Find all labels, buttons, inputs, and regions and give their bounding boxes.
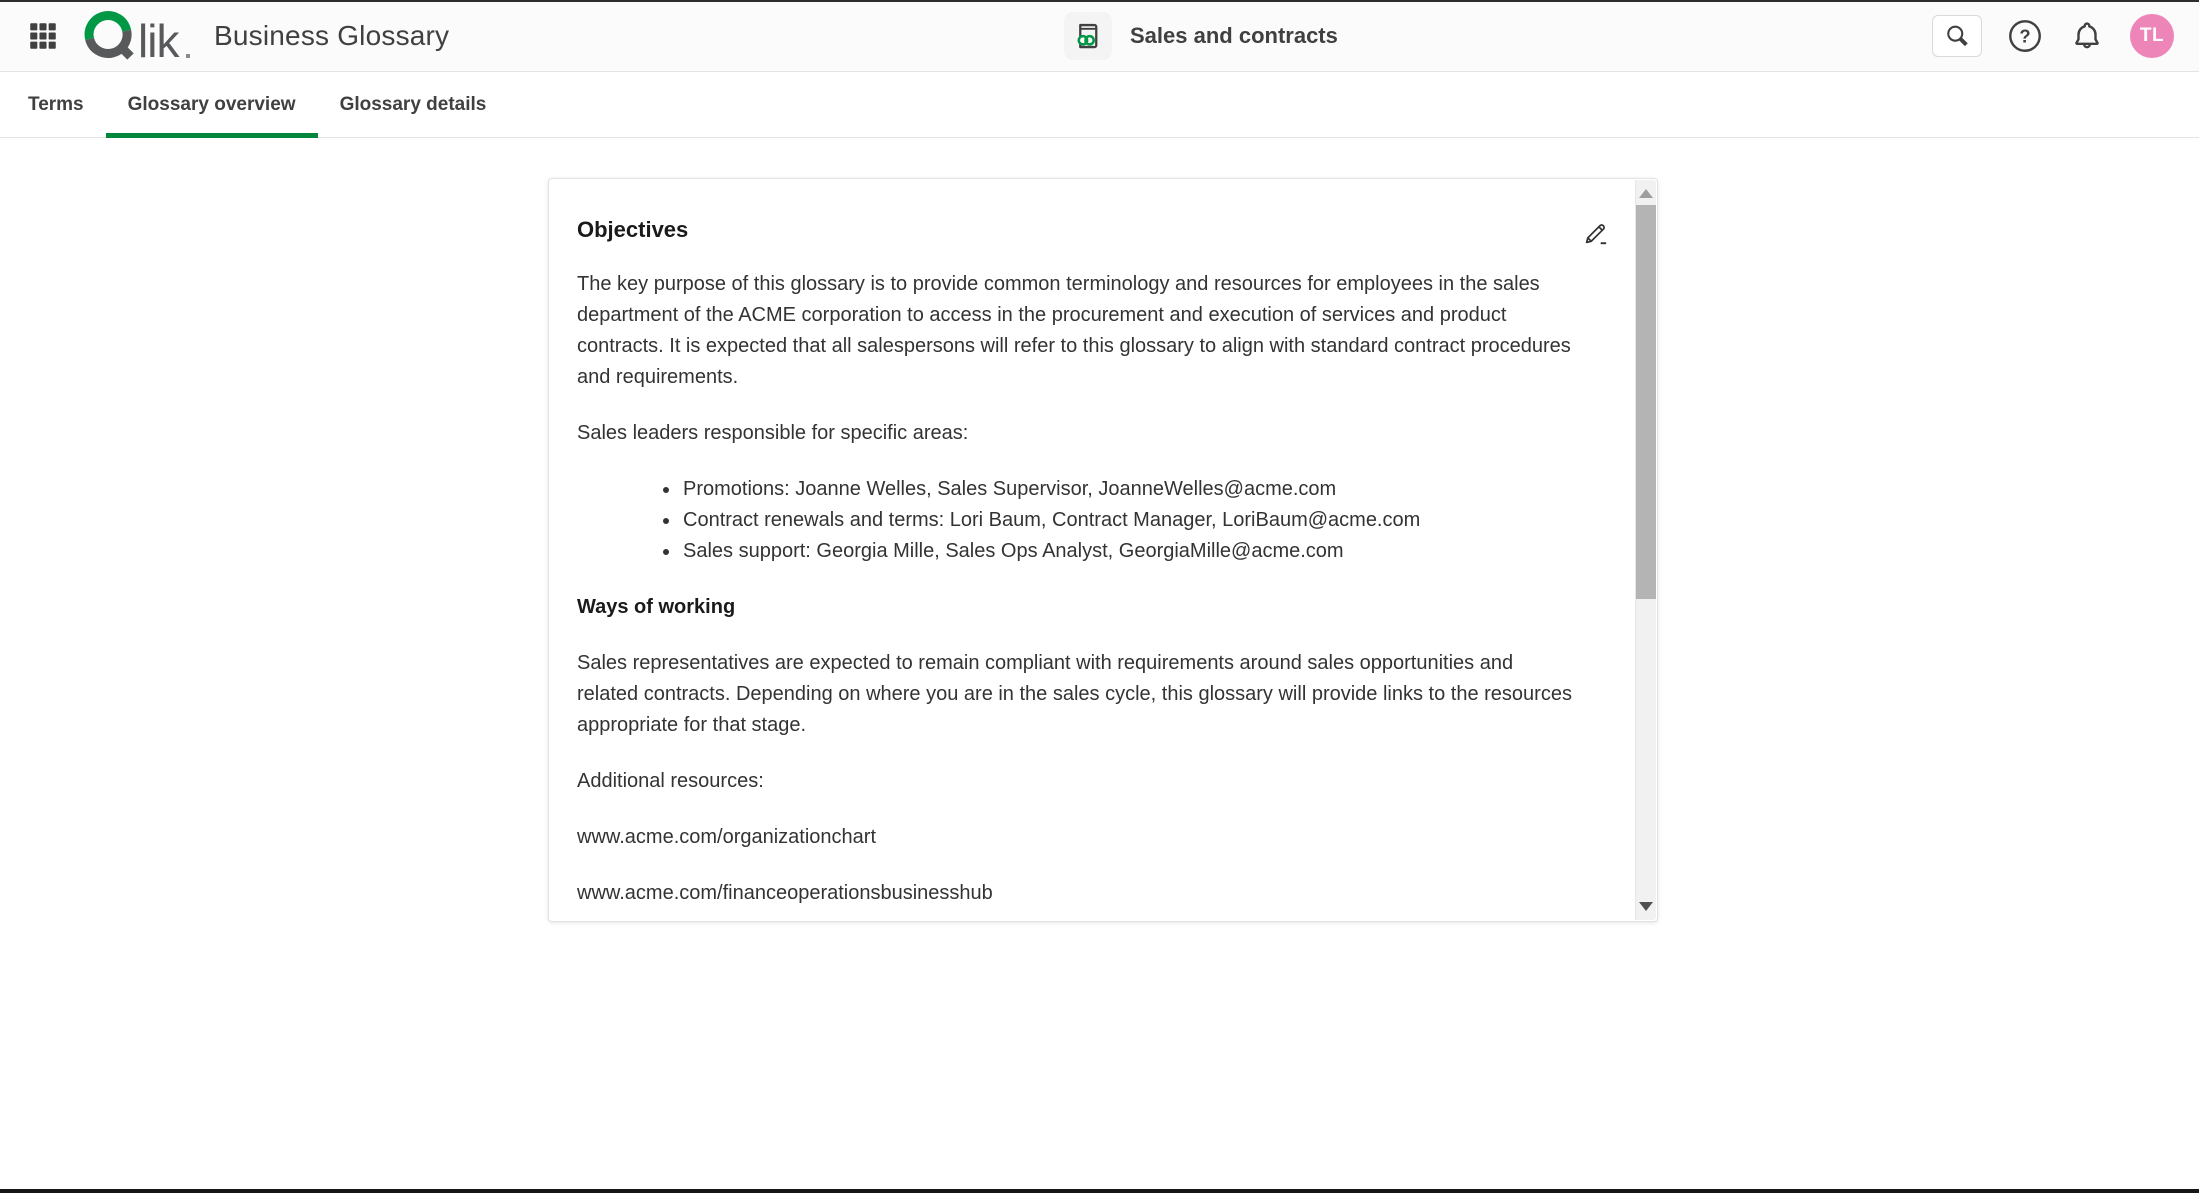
leaders-list <box>577 474 1575 567</box>
resource-link: www.acme.com/financeoperationsbusinesshub <box>577 882 993 904</box>
app-switcher-button[interactable] <box>22 15 64 57</box>
search-icon <box>1943 22 1971 50</box>
tab-glossary-overview[interactable] <box>106 72 318 137</box>
list-item: • Sales support: Georgia Mille, Sales Ops Analyst, GeorgiaMille@acme.com <box>681 536 1575 567</box>
tab-label: Glossary details <box>339 93 487 115</box>
active-tab-indicator <box>6 133 106 138</box>
leaders-intro: Sales leaders responsible for specific areas: <box>577 422 969 444</box>
active-tab-indicator <box>318 133 509 138</box>
help-glyph: ? <box>2019 25 2031 47</box>
qlik-logo[interactable] <box>82 8 194 64</box>
help-button[interactable] <box>2006 17 2044 55</box>
glossary-icon-box <box>1064 12 1112 60</box>
glossary-book-icon <box>1072 20 1104 52</box>
avatar-initials: TL <box>2139 25 2165 46</box>
resource-link: www.acme.com/organizationchart <box>577 826 877 848</box>
edit-pencil-icon <box>1580 219 1610 249</box>
tab-terms[interactable] <box>6 72 106 137</box>
scroll-down-icon[interactable] <box>1639 902 1653 911</box>
list-item: • Promotions: Joanne Welles, Sales Supervisor, JoanneWelles@acme.com <box>681 474 1575 505</box>
glossary-switcher[interactable] <box>1064 0 1338 72</box>
grid-icon <box>26 19 60 53</box>
avatar[interactable] <box>2130 14 2174 58</box>
resources-label: Additional resources: <box>577 770 764 792</box>
app-title: Business Glossary <box>214 19 450 51</box>
window-top-edge <box>0 0 2199 2</box>
active-tab-indicator <box>106 133 318 138</box>
app-header <box>0 0 2199 72</box>
intro-paragraph: The key purpose of this glossary is to provide common terminology and resources for employees in the sales department of the ACME corporation to access in the procurement and execution of services and product contracts. It is expected that all salespersons will refer to this glossary to align with standard contract procedures and requirements. <box>577 273 1571 388</box>
edit-button[interactable] <box>1579 219 1611 251</box>
overview-document <box>577 216 1575 909</box>
section-title: Objectives <box>577 217 689 242</box>
scrollbar-thumb[interactable] <box>1636 205 1656 599</box>
bell-icon <box>2070 19 2104 53</box>
help-icon <box>2008 19 2042 53</box>
notifications-button[interactable] <box>2068 17 2106 55</box>
ways-of-working-heading: Ways of working <box>577 596 736 618</box>
main-content <box>0 139 2199 1193</box>
scroll-up-icon[interactable] <box>1639 189 1653 198</box>
header-actions <box>1932 0 2174 72</box>
tab-glossary-details[interactable] <box>318 72 509 137</box>
card-scrollbar[interactable] <box>1635 180 1656 920</box>
window-bottom-edge <box>0 1189 2199 1193</box>
list-item: • Contract renewals and terms: Lori Baum, Contract Manager, LoriBaum@acme.com <box>681 505 1575 536</box>
glossary-name: Sales and contracts <box>1130 23 1338 48</box>
search-button[interactable] <box>1932 15 1982 57</box>
tab-label: Glossary overview <box>127 93 296 115</box>
ways-paragraph: Sales representatives are expected to remain compliant with requirements around sales opportunities and related contracts. Depending on where you are in the sales cycle, this glossary will provide links to the resources appropriate for that stage. <box>577 652 1572 736</box>
logo-suffix-text: lik <box>138 14 179 64</box>
tab-bar <box>0 72 2199 138</box>
tab-label: Terms <box>28 93 84 115</box>
glossary-overview-card <box>548 178 1658 922</box>
